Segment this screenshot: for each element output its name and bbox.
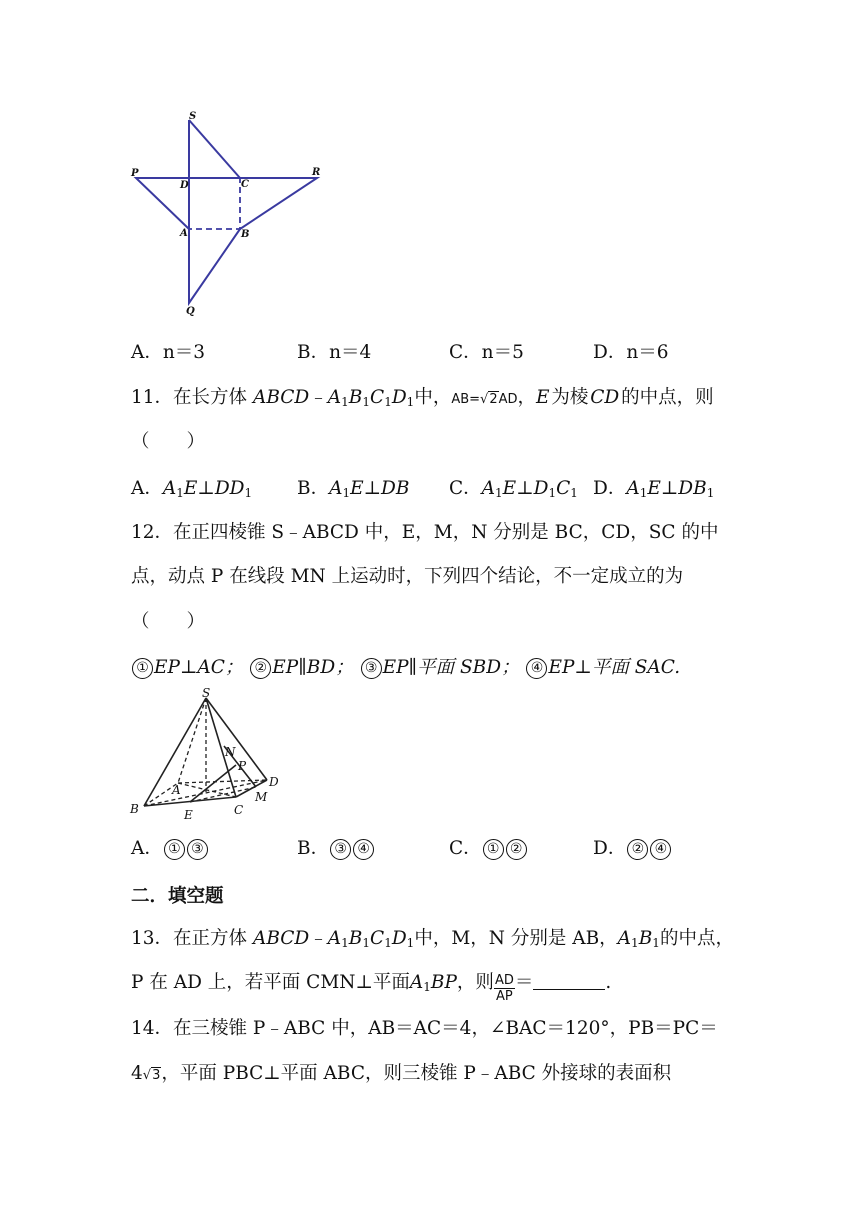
q13-line1: 13．在正方体 $ABCD﹣A_1B_1C_1D_1$中，M，N 分别是 AB，$A_1B_1$的中点， [131,928,734,950]
label-B: B [241,229,250,240]
label-S: S [202,688,211,700]
net-outline [136,120,317,303]
q12-statements: ① EP⊥AC； ② EP∥BD； ③ EP∥平面 SBD； ④ EP⊥平面 SAC. [131,655,680,681]
q12-option-d[interactable]: D． ② ④ [593,836,672,862]
label-P: P [131,168,139,179]
q14-line1: 14．在三棱锥 P﹣ABC 中，AB＝AC＝4，∠BAC＝120°，PB＝PC＝ [131,1018,718,1039]
label-A: A [180,228,188,239]
q13-answer-blank[interactable] [533,971,605,990]
q10-option-b[interactable]: B．n＝4 [297,342,372,363]
q12-option-a[interactable]: A． ① ③ [131,836,209,862]
label-A: A [172,783,181,797]
label-D: D [269,775,279,789]
q13-fraction: $\frac{AD}{AP}$ [494,973,514,1004]
q12-line1: 12．在正四棱锥 S﹣ABCD 中，E，M，N 分别是 BC，CD，SC 的中 [131,522,719,543]
figure-pyramid [128,688,288,823]
label-C: C [234,803,244,817]
label-Q: Q [186,306,195,317]
label-R: R [312,167,321,178]
q13-line2: P 在 AD 上，若平面 CMN⊥平面$A_1BP$，则 $\frac{AD}{AP}$ ＝ . [131,972,612,1004]
q11-option-d[interactable]: D．$A_1E\perp DB_1$ [593,478,715,500]
q12-line2: 点，动点 P 在线段 MN 上运动时，下列四个结论，不一定成立的为 [131,566,684,587]
stmt-mark-3: ③ [361,658,382,679]
q12-options [131,836,751,862]
q10-options [131,340,751,366]
dashed-square [189,178,240,229]
q11-option-a[interactable]: A．$A_1E\perp DD_1$ [131,478,253,500]
section-heading: 二．填空题 [131,886,224,907]
stmt-mark-2: ② [250,658,271,679]
label-C: C [241,179,249,190]
q10-option-d[interactable]: D．n＝6 [593,342,669,363]
figure-unfolded-net [128,110,338,320]
stmt-mark-1: ① [132,658,153,679]
label-B: B [130,802,139,816]
stmt-mark-4: ④ [526,658,547,679]
q10-option-c[interactable]: C．n＝5 [449,342,524,363]
label-S: S [189,111,197,122]
q11-paren: （ ） [131,431,206,452]
q12-paren: （ ） [131,611,206,632]
q12-option-b[interactable]: B． ③ ④ [297,836,375,862]
q11-stem: 11．在长方体 $ABCD﹣A_1B_1C_1D_1$中，AB=√2AD，E 为棱 CD 的中点，则 [131,387,714,409]
label-M: M [255,790,268,804]
q11-option-b[interactable]: B．$A_1E\perp DB$ [297,478,410,500]
label-D1: D [180,180,189,191]
q10-option-a[interactable]: A．n＝3 [131,342,206,363]
q14-line2: 4√3，平面 PBC⊥平面 ABC，则三棱锥 P﹣ABC 外接球的表面积 [131,1063,672,1084]
q11-option-c[interactable]: C．$A_1E\perp D_1C_1$ [449,478,578,500]
label-E: E [184,808,193,822]
q12-option-c[interactable]: C． ① ② [449,836,528,862]
label-P: P [238,759,247,773]
label-N: N [225,745,236,759]
q11-options [131,476,751,502]
